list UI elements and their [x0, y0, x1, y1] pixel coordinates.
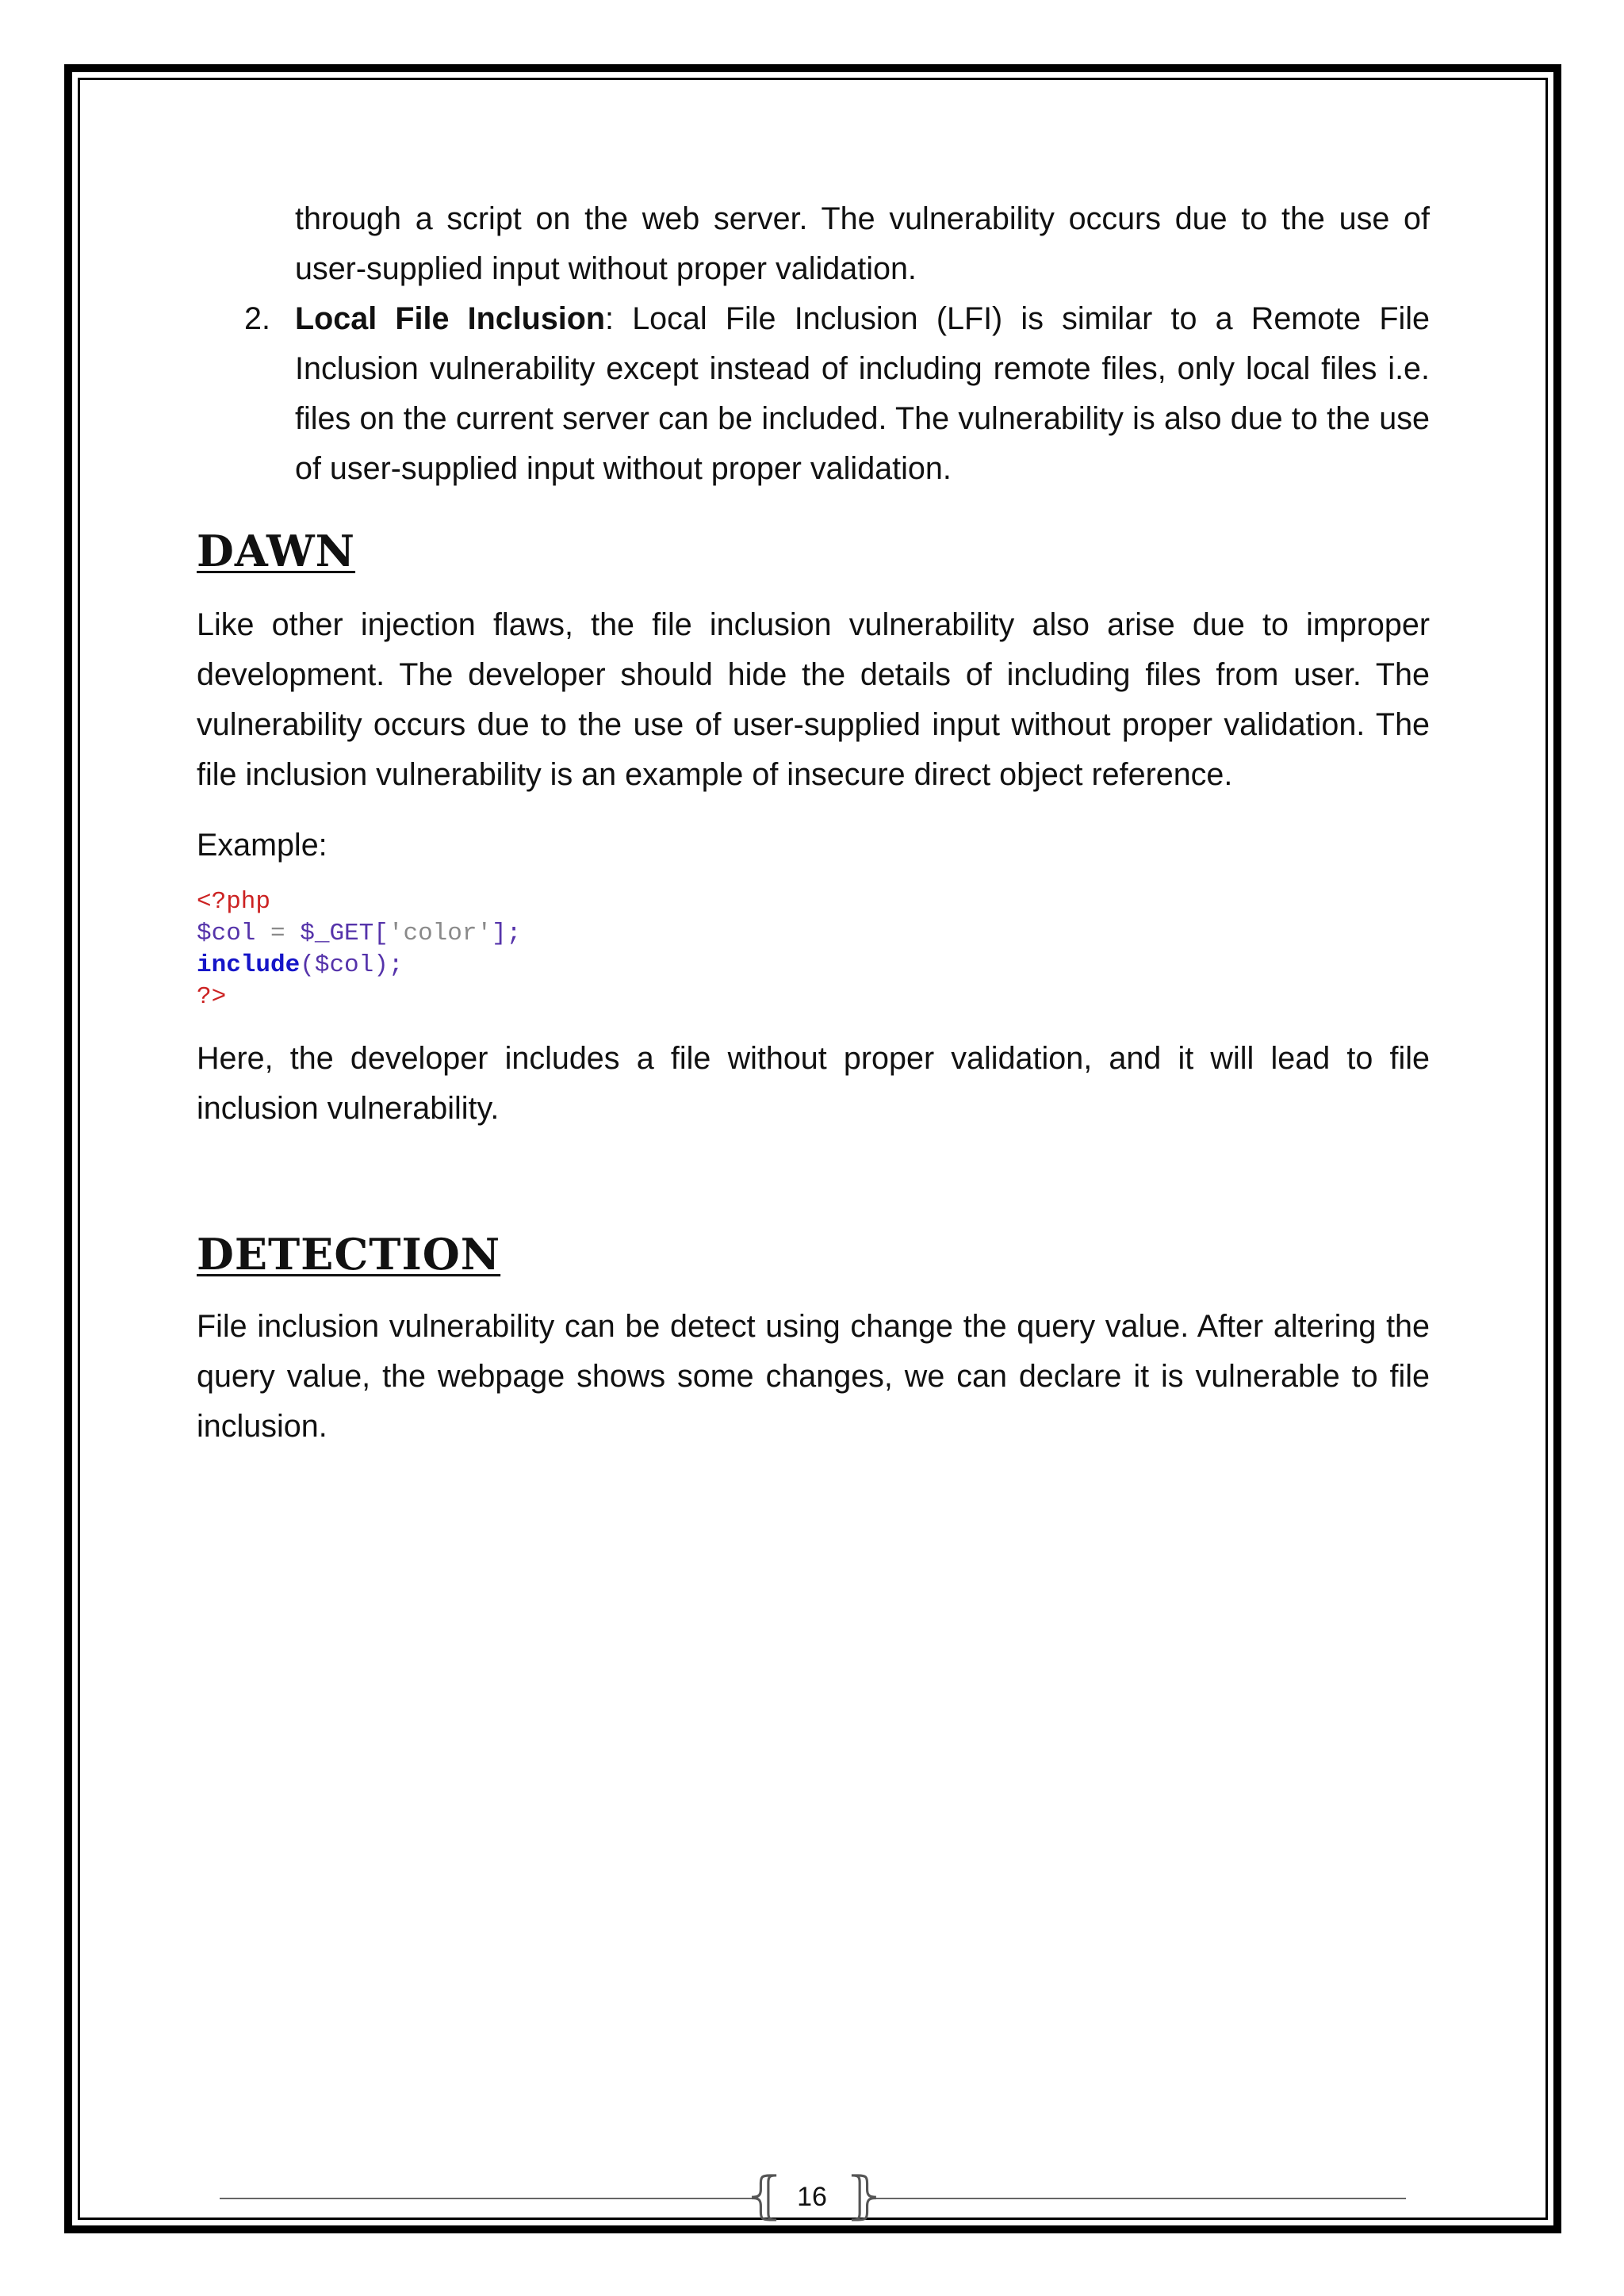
list-item-text: : Local File Inclusion (LFI) is similar to a Remote File Inclusion vulnerability except instead of including remote files, only local files i.e. files on the current server can be included. The vulnerability is also due to the use of user-supplied input without proper validation. — [295, 301, 1430, 486]
code-php-open-tag: <?php — [197, 888, 271, 916]
example-label: Example: — [197, 828, 327, 863]
code-get: $_GET[ — [300, 920, 389, 947]
code-line-4 — [197, 982, 1430, 1013]
page-content — [197, 194, 1430, 1452]
code-line-1 — [197, 886, 1430, 918]
code-line-2 — [197, 918, 1430, 950]
footer-right-bracket-icon: ⦄ — [845, 2167, 883, 2225]
after-code-paragraph: Here, the developer includes a file without proper validation, and it will lead to file inclusion vulnerability. — [197, 1041, 1430, 1126]
code-include-keyword: include — [197, 951, 301, 979]
footer-rule-left — [220, 2198, 753, 2199]
code-operator: = — [255, 920, 301, 947]
list-item-1-continuation: through a script on the web server. The vulnerability occurs due to the use of user-supplied input without proper validation. — [295, 201, 1430, 286]
section-heading-dawn: DAWN — [197, 526, 356, 576]
page-number: 16 — [797, 2182, 827, 2212]
code-block — [197, 886, 1430, 1013]
code-php-close-tag: ?> — [197, 983, 227, 1011]
code-variable: $col — [197, 920, 256, 947]
footer-left-bracket-icon: ⦃ — [745, 2167, 783, 2225]
code-line-3 — [197, 950, 1430, 982]
code-line2-end: ]; — [492, 920, 522, 947]
code-include-args: ($col); — [300, 951, 404, 979]
section-heading-detection: DETECTION — [197, 1229, 501, 1280]
list-item-2 — [197, 294, 1430, 494]
code-string: 'color' — [388, 920, 492, 947]
footer-rule-right — [871, 2198, 1406, 2199]
list-item-number: 2. — [244, 301, 270, 336]
dawn-paragraph: Like other injection flaws, the file inclusion vulnerability also arise due to improper development. The developer should hide the details of including files from user. The vulnerability occurs due to the use of user-supplied input without proper validation. The file inclusion vulnerability is an example of insecure direct object reference. — [197, 607, 1430, 792]
list-item-term: Local File Inclusion — [295, 301, 606, 336]
detection-paragraph: File inclusion vulnerability can be detect using change the query value. After altering the query value, the webpage shows some changes, we can declare it is vulnerable to file inclusion. — [197, 1309, 1430, 1444]
